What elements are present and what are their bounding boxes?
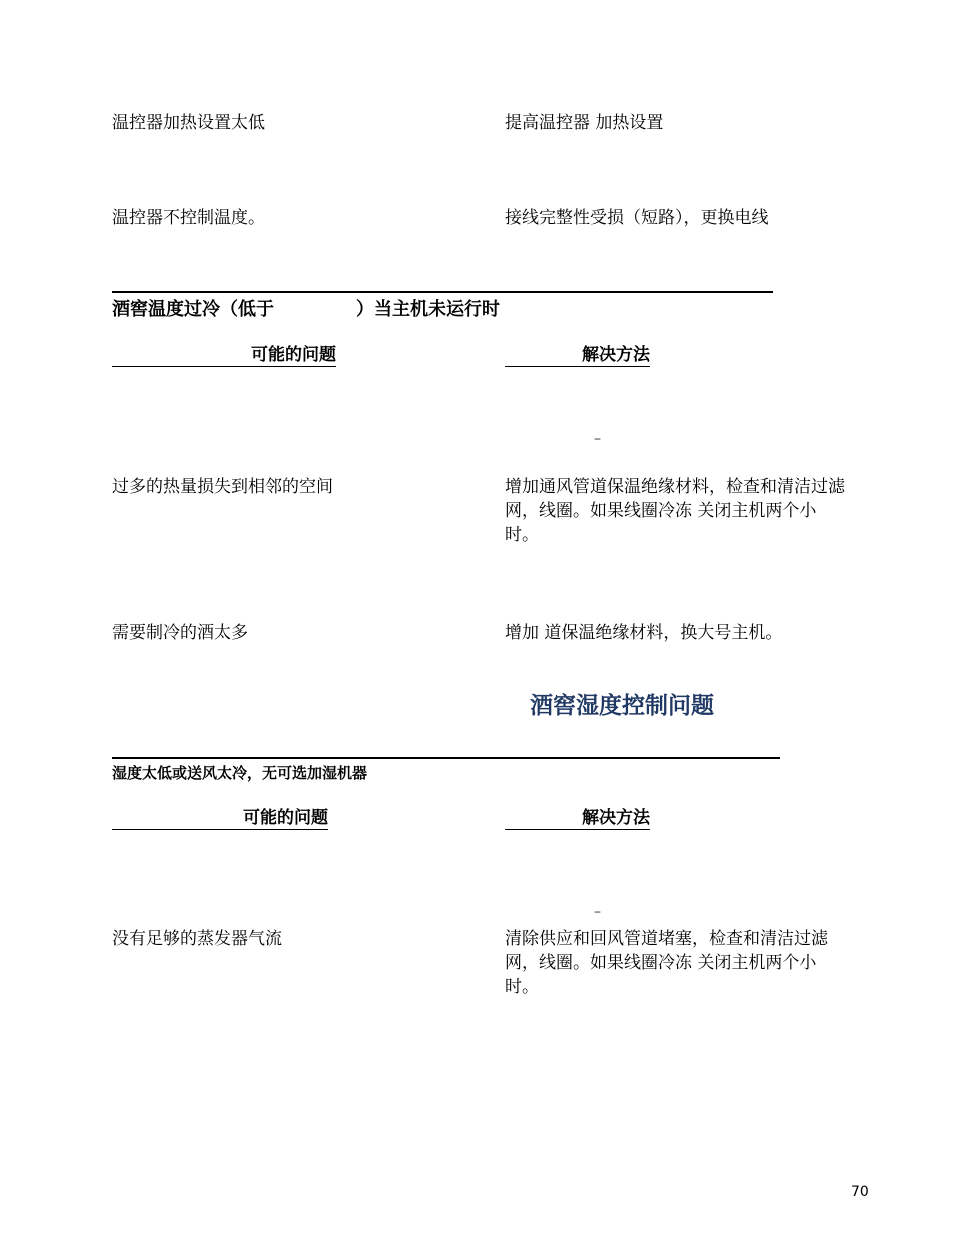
section1-row1-solution: 增加通风管道保温绝缘材料，检查和清洁过滤网，线圈。如果线圈冷冻 关闭主机两个小时。	[505, 477, 845, 545]
section2-col-solution-label: 解决方法	[582, 808, 650, 828]
section2-dash: –	[594, 904, 601, 920]
section2-title: 酒窖湿度控制问题	[530, 693, 714, 719]
section2-heading: 湿度太低或送风太冷，无可选加湿机器	[112, 764, 368, 782]
section1-col-problem-label: 可能的问题	[251, 345, 336, 365]
section1-col-solution	[505, 344, 650, 367]
section2-row1-solution: 清除供应和回风管道堵塞，检查和清洁过滤网，线圈。如果线圈冷冻 关闭主机两个小时。	[505, 929, 828, 997]
section2-col-problem	[112, 807, 328, 830]
section2-col-solution	[505, 807, 650, 830]
page-number: 70	[851, 1184, 869, 1200]
row1-problem: 温控器加热设置太低	[112, 113, 265, 133]
section1-row2-problem: 需要制冷的酒太多	[112, 623, 248, 643]
section1-col-problem	[112, 344, 336, 367]
section2-rule	[112, 757, 780, 759]
section1-heading-a: 酒窖温度过冷（低于	[112, 299, 274, 320]
section1-col-solution-label: 解决方法	[582, 345, 650, 365]
row2-solution: 接线完整性受损（短路），更换电线	[505, 208, 769, 228]
section1-rule	[112, 291, 773, 293]
section2-col-problem-label: 可能的问题	[243, 808, 328, 828]
section1-dash: –	[594, 431, 601, 447]
row2-problem: 温控器不控制温度。	[112, 208, 265, 228]
section1-row2-solution: 增加 道保温绝缘材料，换大号主机。	[505, 623, 783, 643]
row1-solution: 提高温控器 加热设置	[505, 113, 664, 133]
section2-row1-problem: 没有足够的蒸发器气流	[112, 929, 282, 949]
section1-row1-problem: 过多的热量损失到相邻的空间	[112, 477, 333, 497]
section1-heading-b: ）当主机未运行时	[356, 299, 500, 320]
